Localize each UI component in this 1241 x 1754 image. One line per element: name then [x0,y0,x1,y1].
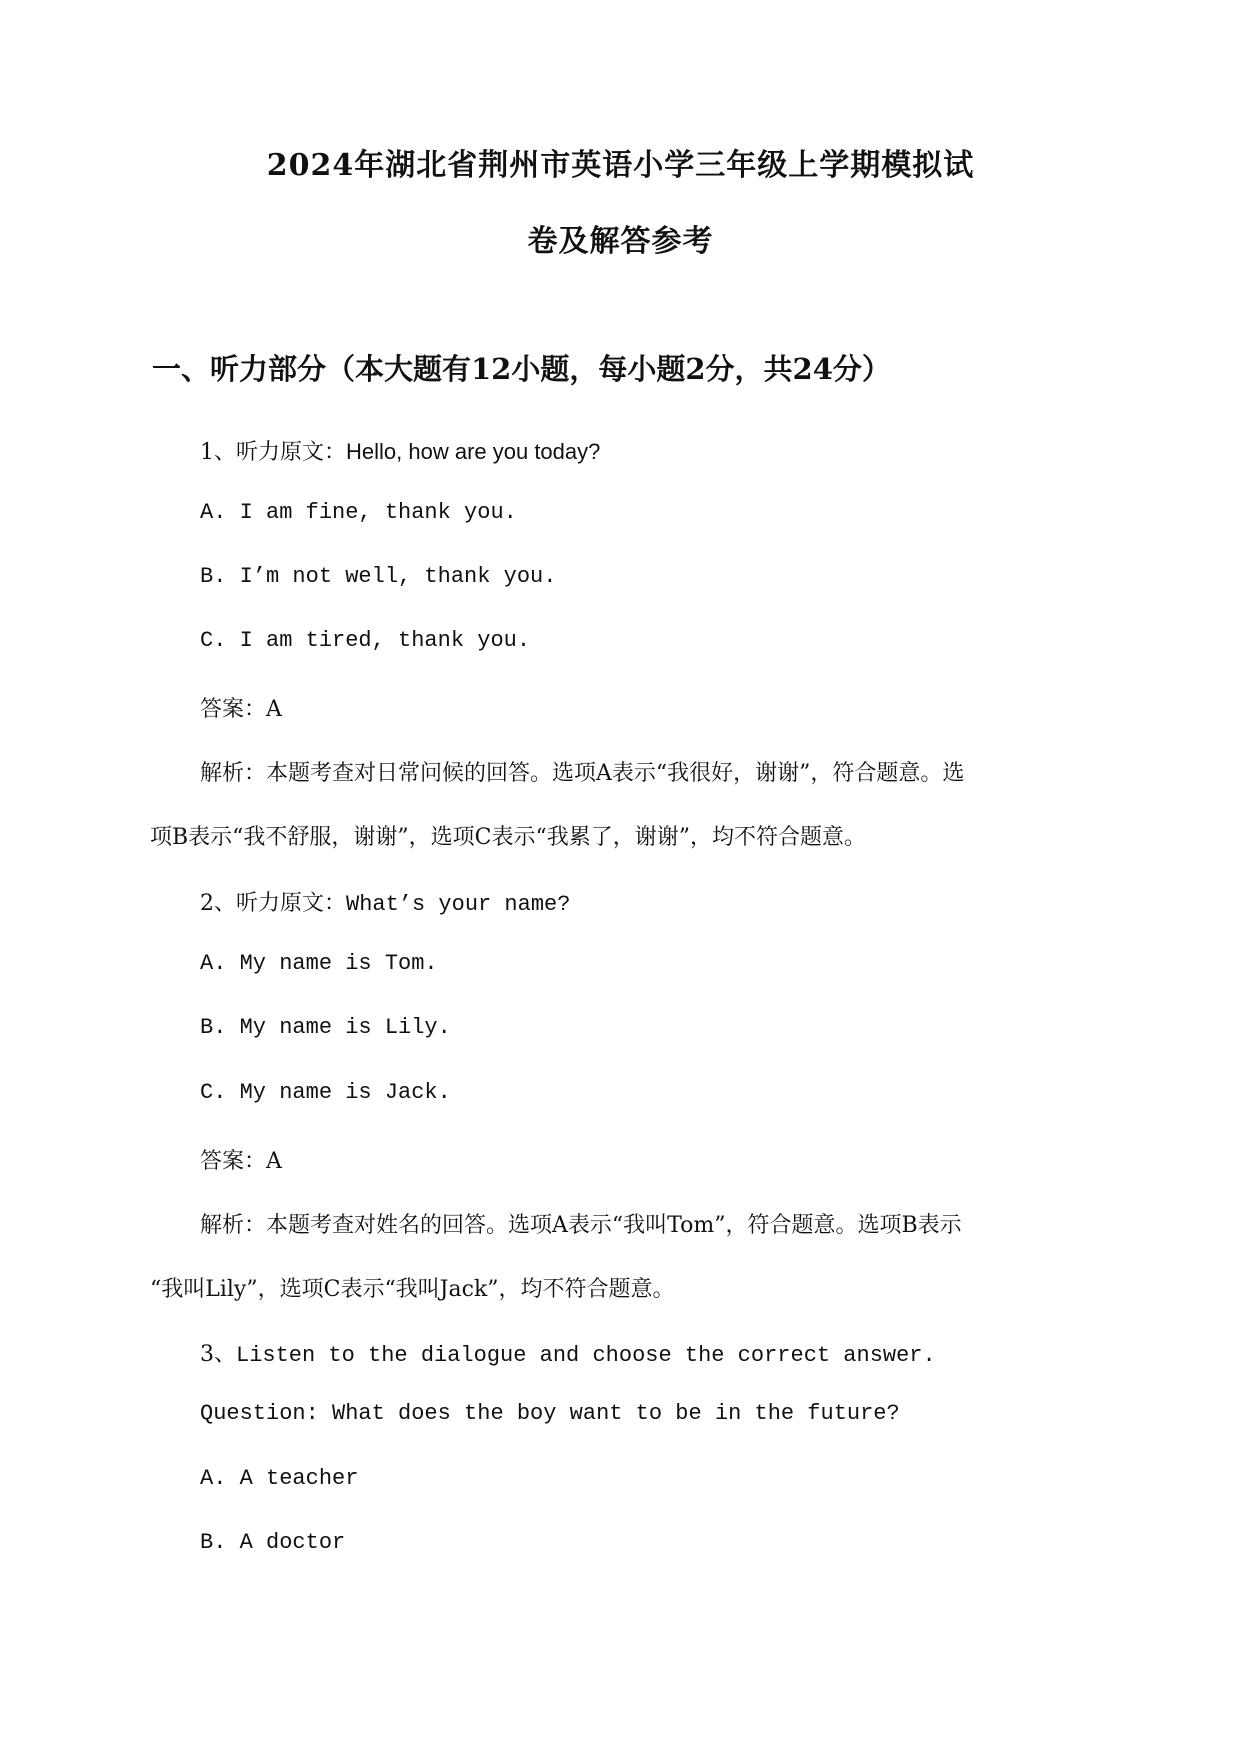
question-3-question-line: Question: What does the boy want to be in the future? [200,1401,900,1426]
question-1-text: Hello, how are you today? [346,439,601,464]
question-1-option-c: C. I am tired, thank you. [200,628,531,653]
question-3-prefix: 3、 [200,1342,236,1367]
question-2-text: What’s your name? [346,892,571,917]
question-1-prompt [200,435,600,466]
question-2-answer: 答案：A [200,1149,282,1174]
question-3-prompt [200,1337,936,1368]
question-2-prefix: 2、听力原文： [200,891,346,916]
question-2-analysis-line-2: “我叫Lily”，选项C表示“我叫Jack”，均不符合题意。 [150,1277,675,1302]
question-3-option-a: A. A teacher [200,1466,359,1491]
question-2-option-c: C. My name is Jack. [200,1080,451,1105]
question-3-text: Listen to the dialogue and choose the correct answer. [236,1343,936,1368]
question-1-analysis-line-2: 项B表示“我不舒服，谢谢”，选项C表示“我累了，谢谢”，均不符合题意。 [150,825,866,850]
question-1-answer: 答案：A [200,697,282,722]
document-title-line-1: 2024年湖北省荆州市英语小学三年级上学期模拟试 [266,148,975,183]
document-title-line-2: 卷及解答参考 [527,224,714,259]
question-1-analysis-line-1: 解析：本题考查对日常问候的回答。选项A表示“我很好，谢谢”，符合题意。选 [200,761,965,786]
question-2-analysis-line-1: 解析：本题考查对姓名的回答。选项A表示“我叫Tom”，符合题意。选项B表示 [200,1213,962,1238]
question-3-option-b: B. A doctor [200,1530,346,1555]
section-heading-listening: 一、听力部分（本大题有12小题，每小题2分，共24分） [152,352,891,386]
question-1-prefix: 1、听力原文： [200,440,346,465]
question-1-option-b: B. I’m not well, thank you. [200,564,557,589]
question-1-option-a: A. I am fine, thank you. [200,500,517,525]
question-2-option-b: B. My name is Lily. [200,1015,451,1040]
question-2-prompt [200,886,570,917]
question-2-option-a: A. My name is Tom. [200,951,438,976]
